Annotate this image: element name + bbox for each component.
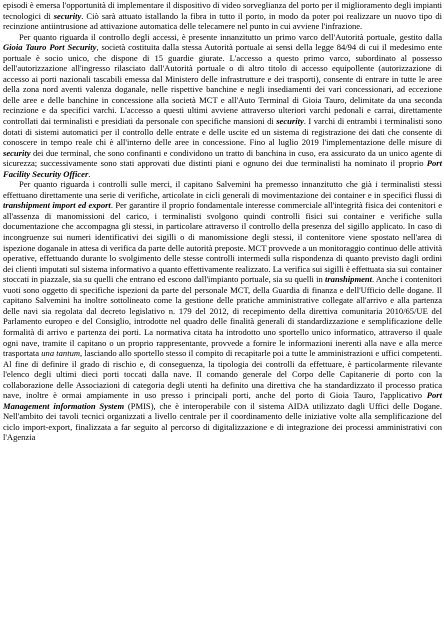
paragraph-access-control: Per quanto riguarda il controllo degli accessi, è presente innanzitutto un primo varco dell'Autorità portuale, gestito dalla Gioia Tauro Port Security, società costituita dalla stessa Autorità portuale ai sensi della legge 84/94 di cui il medesimo ente portuale è socio unico, che dispone di 15 guardie giurate. L'accesso a questo primo varco, subordinato al possesso dell'autorizzazione all'ingresso rilasciato dall'Autorità portuale o di altro titolo di accesso equipollente (autorizzazione di accesso ai porti nazionali tascabili emessa dal Ministero delle infrastrutture e dei trasporti), consente di entrare in tutte le aree della zona nord aventi valenza doganale, nelle rispettive banchine e negli insediamenti dei vari concessionari, ad eccezione delle aree e delle banchine in concessione alla società MCT e all'Auto Terminal di Gioia Tauro, delimitate da una seconda recinzione e da specifici varchi. L'accesso a questi ultimi avviene attraverso ulteriori varchi pedonali e carrai, direttamente controllati dai terminalisti e presidiati da personale con specifiche mansioni di security. I varchi di entrambi i terminalisti sono dotati di sistemi automatici per il controllo delle entrate e delle uscite ed un sistema di registrazione dei dati che consente di conoscere in tempo reale chi è all'interno delle aree in concessione. Fino al luglio 2019 l'implementazione delle misure di security dei due terminal, che sono confinanti e condividono un tratto di banchina in cuso, era assicurato da un unico agente di sicurezza; successivamente sono stati approvati due distinti piani e ognuno dei due terminalisti ha nominato il proprio Port Facility Security Officer. [3,31,442,179]
paragraph-cargo-controls: Per quanto riguarda i controlli sulle merci, il capitano Salvemini ha premesso innanzitutto che già i terminalisti stessi effettuano direttamente una serie di verifiche, articolate in cicli generali di movimentazione dei container e in specifici flussi di transhipment import ed export. Per garantire il proprio fondamentale interesse commerciale all'integrità fisica dei contenitori e all'assenza di manomissioni del carico, i terminalisti svolgono quindi controlli fisici sui container e verifiche sulla documentazione che accompagna gli stessi, in particolare attraverso il controllo della presenza del sigillo applicato. In caso di incongruenze sui numeri identificativi dei sigilli o di manomissione degli stessi, il contenitore viene spostato nell'area di ispezione doganale in attesa di verifica da parte delle autorità preposte. MCT provvede a un monitoraggio continuo delle attività operative, effettuando durante lo svolgimento delle stesse controlli intermedi sulla rispondenza di quanto previsto dagli ordini dei clienti imputati sul sistema informativo a quanto effettivamente realizzato. La verifica sui sigilli è effettuata sia sui container stoccati in piazzale, sia su quelli che entrano ed escono dall'impianto portuale, sia su quelli in transhipment. Anche i contenitori vuoti sono oggetto di specifiche ispezioni da parte del personale MCT, della Guardia di finanza e dell'Ufficio delle dogane. Il capitano Salvemini ha inoltre sottolineato come la gestione delle pratiche amministrative collegate all'arrivo e alla partenza delle navi sia regolata dal decreto legislativo n. 179 del 2012, di recepimento della direttiva comunitaria 2010/65/UE del Parlamento europeo e del Consiglio, introdotte nel quadro delle finalità generali di standardizzazione e semplificazione delle formalità di arrivo e partenza dei porti. La normativa citata ha introdotto uno sportello unico informatico, attraverso il quale ogni nave, tramite il capitano o un proprio rappresentante, provvede a fornire le informazioni inerenti alla nave e alla merce trasportata una tantum, lasciando allo sportello stesso il compito di recapitarle poi a tutte le amministrazioni e uffici competenti. Al fine di definire il grado di rischio e, di conseguenza, la tipologia dei controlli da effettuare, è particolarmente rilevante l'elenco degli ultimi dieci porti toccati dalla nave. Il comando generale del Corpo delle Capitanerie di porto con la collaborazione delle Associazioni di categoria degli utenti ha definito una direttiva che ha standardizzato il processo pratica nave, inoltre è ormai ampiamente in uso presso i principali porti, anche del porto di Gioia Tauro, l'applicativo Port Management information System (PMIS), che è interoperabile con il sistema AIDA utilizzato dagli Uffici delle Dogane. Nell'ambito dei tavoli tecnici organizzati a livello centrale per il coordinamento delle iniziative volte alla semplificazione del ciclo import-export, finalizzata a far seguito al percorso di digitalizzazione e di integrazione dei processi amministrativi con l'Agenzia [3,179,442,443]
paragraph-video-surveillance: episodi è emersa l'opportunità di implementare il dispositivo di video sorveglianza del porto per il miglioramento degli impianti tecnologici di security. Ciò sarà attuato istallando la fibra in tutto il porto, in modo da poter poi realizzare un nuovo tipo di recinzione antiintrusione ad attivazione automatica delle telecamere nel punto in cui avviene l'infrazione. [3,0,442,32]
